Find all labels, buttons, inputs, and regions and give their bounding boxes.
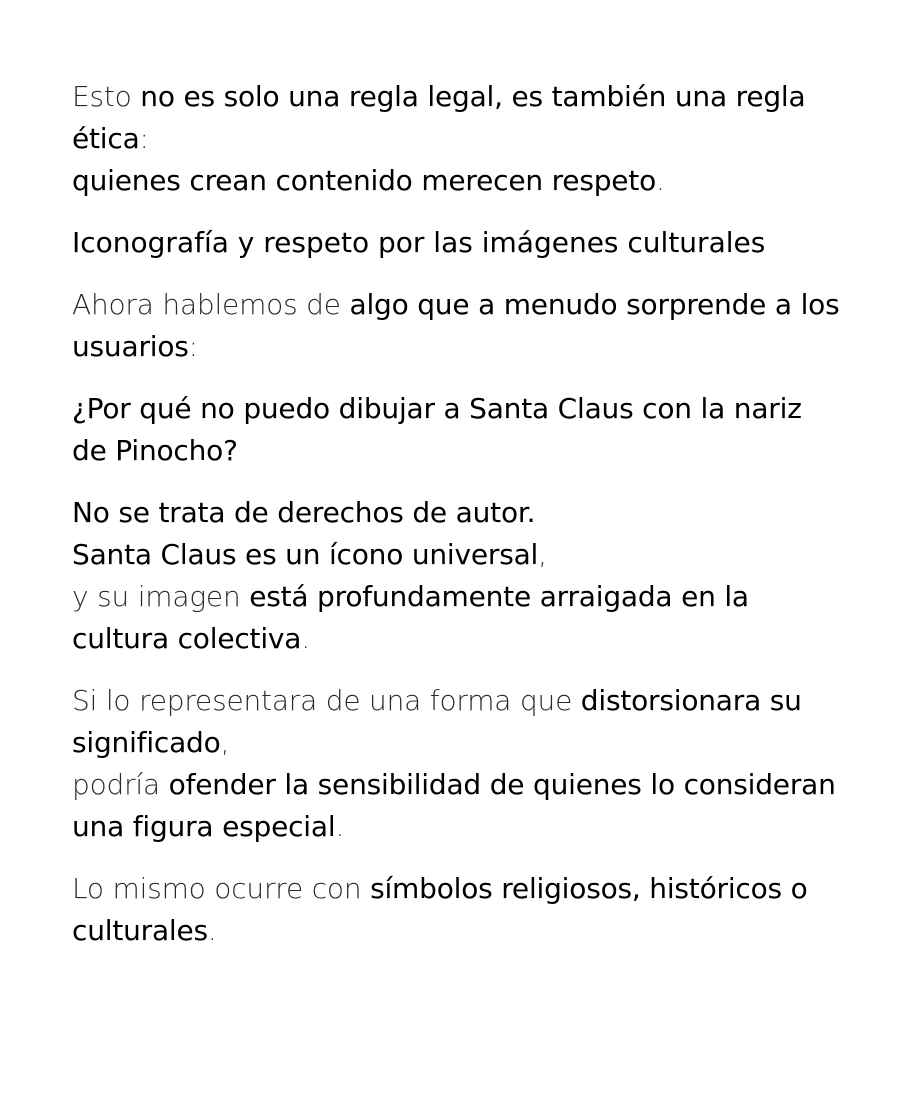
paragraph-line [72,534,840,576]
text-light: Lo mismo ocurre con [72,872,371,905]
paragraph-line [72,160,840,202]
text-light: Ahora hablemos de [72,288,350,321]
text-emphasis: símbolos religiosos, históricos o culturales [72,872,808,947]
text-emphasis: algo que a menudo sorprende a los usuarios [72,288,840,363]
text-light: podría [72,768,169,801]
paragraph-line [72,680,840,764]
text-punct: : [139,122,149,155]
text-emphasis: No se trata de derechos de autor. [72,496,536,529]
paragraph-distortion [72,680,840,848]
paragraph-line [72,764,840,848]
text-punct: . [207,914,217,947]
paragraph-question [72,388,840,472]
text-punct: : [188,330,198,363]
text-emphasis: está profundamente arraigada en la cultura colectiva [72,580,749,655]
paragraph-line [72,576,840,660]
text-punct: , [538,538,547,571]
paragraph-explanation [72,492,840,660]
text-light: y su imagen [72,580,250,613]
text-emphasis: ¿Por qué no puedo dibujar a Santa Claus con la nariz de Pinocho? [72,392,802,467]
text-emphasis: ofender la sensibilidad de quienes lo consideran una figura especial [72,768,836,843]
text-punct: . [335,810,345,843]
paragraph-line [72,76,840,160]
paragraph-intro [72,284,840,368]
section-heading: Iconografía y respeto por las imágenes culturales [72,226,766,259]
text-emphasis: Santa Claus es un ícono universal [72,538,539,571]
paragraph-ethics [72,76,840,202]
paragraph-line [72,492,840,534]
text-light: Esto [72,80,141,113]
text-light: Si lo representara de una forma que [72,684,581,717]
text-punct: . [301,622,310,655]
paragraph-symbols [72,868,840,952]
text-emphasis: distorsionara su significado [72,684,802,759]
text-emphasis: no es solo una regla legal, es también una regla ética [72,80,806,155]
text-punct: . [656,164,665,197]
text-emphasis: quienes crean contenido merecen respeto [72,164,657,197]
text-punct: , [220,726,230,759]
